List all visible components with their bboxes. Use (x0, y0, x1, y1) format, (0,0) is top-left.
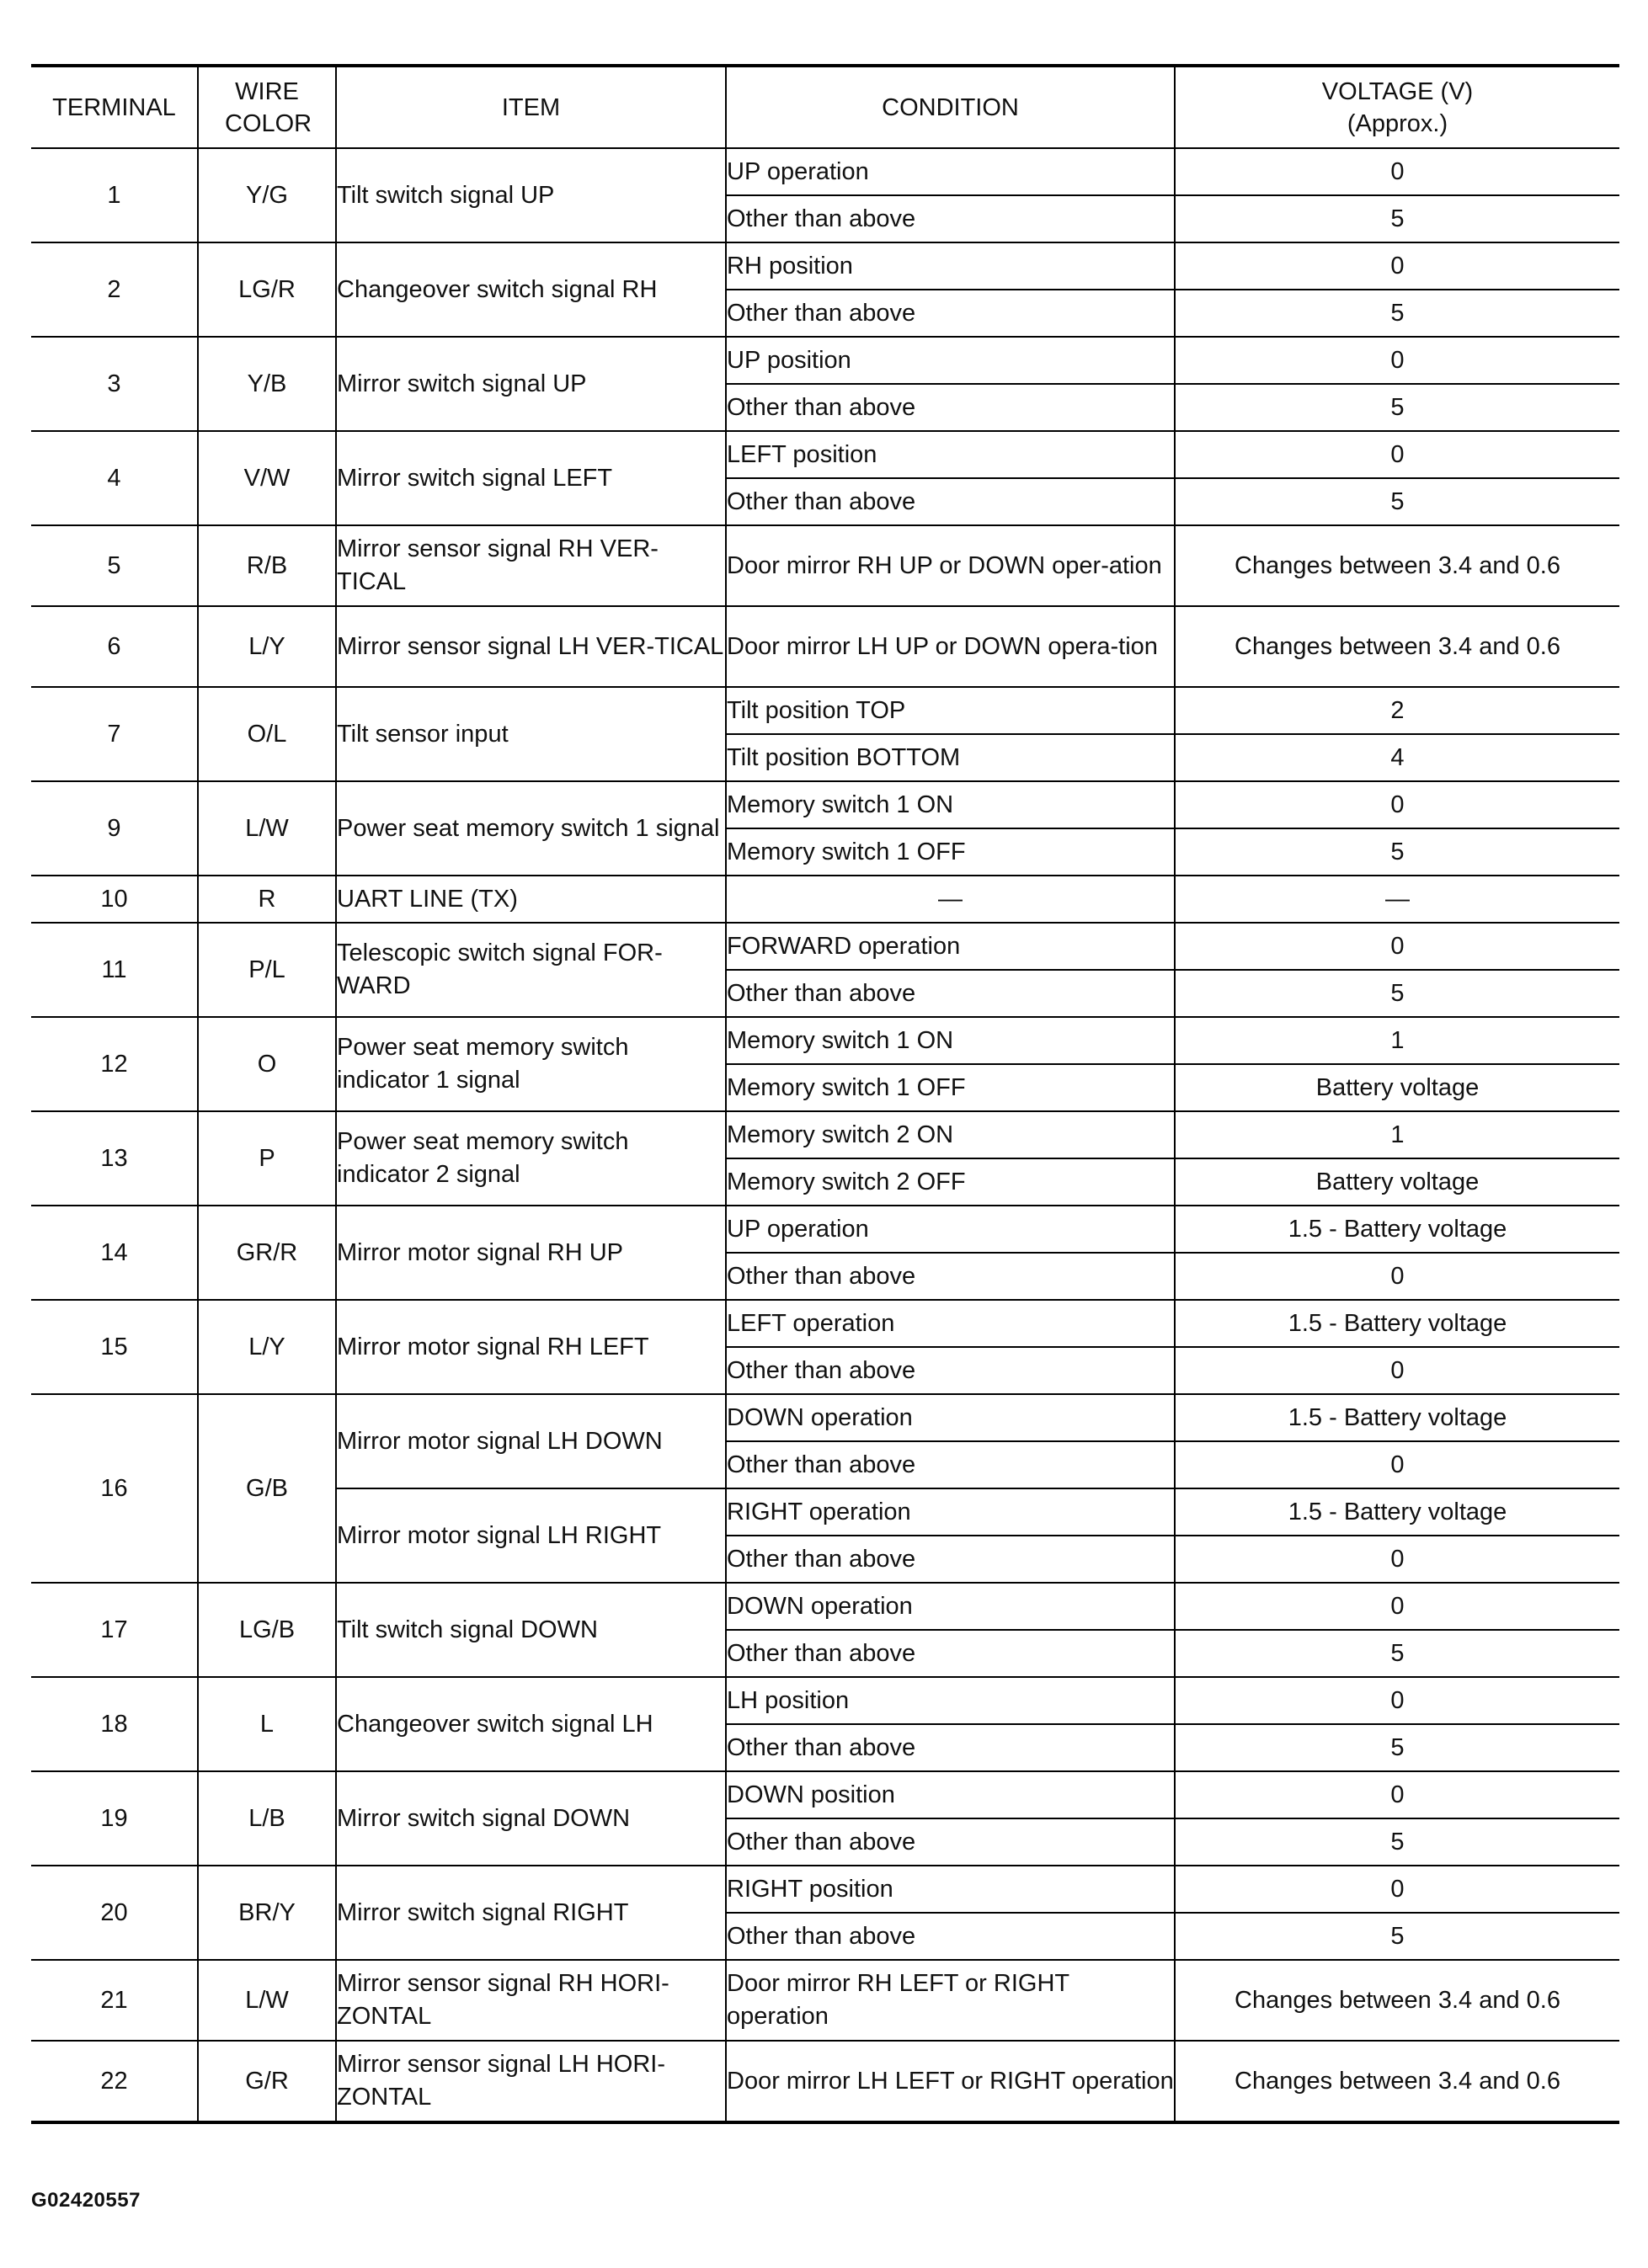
condition-cell: Other than above (726, 1347, 1175, 1394)
item-cell: Mirror motor signal LH DOWN (336, 1394, 726, 1488)
wire-color-cell: R (198, 876, 336, 923)
header-wire-color-label: WIRE COLOR (225, 77, 312, 137)
wire-color-cell: Y/G (198, 148, 336, 242)
wire-color-cell: L/W (198, 1960, 336, 2041)
condition-cell: Other than above (726, 1441, 1175, 1488)
condition-cell: DOWN operation (726, 1583, 1175, 1630)
table-row (31, 1111, 1619, 1158)
voltage-cell: 1.5 - Battery voltage (1175, 1394, 1619, 1441)
condition-cell: Other than above (726, 1724, 1175, 1771)
wire-color-cell: G/R (198, 2041, 336, 2122)
voltage-cell: 4 (1175, 734, 1619, 781)
terminal-cell: 11 (31, 923, 198, 1017)
table-row (31, 431, 1619, 478)
voltage-cell: 1.5 - Battery voltage (1175, 1488, 1619, 1536)
voltage-cell: 5 (1175, 970, 1619, 1017)
terminal-cell: 22 (31, 2041, 198, 2122)
voltage-cell: 0 (1175, 1866, 1619, 1913)
table-row (31, 876, 1619, 923)
terminal-cell: 6 (31, 606, 198, 687)
table-row (31, 1017, 1619, 1064)
terminal-cell: 17 (31, 1583, 198, 1677)
condition-cell: UP operation (726, 148, 1175, 195)
item-cell: Mirror switch signal LEFT (336, 431, 726, 525)
table-row (31, 1960, 1619, 2041)
voltage-cell: 0 (1175, 781, 1619, 828)
header-wire-color (198, 66, 336, 148)
header-condition: CONDITION (726, 66, 1175, 148)
header-row (31, 66, 1619, 148)
voltage-cell: 5 (1175, 478, 1619, 525)
header-voltage-approx: (Approx.) (1347, 109, 1448, 137)
terminal-cell: 15 (31, 1300, 198, 1394)
table-row (31, 606, 1619, 687)
table-body (31, 148, 1619, 2122)
condition-cell: Memory switch 1 ON (726, 1017, 1175, 1064)
voltage-cell: — (1175, 876, 1619, 923)
table-row (31, 1206, 1619, 1253)
voltage-cell: Changes between 3.4 and 0.6 (1175, 606, 1619, 687)
terminal-cell: 4 (31, 431, 198, 525)
wire-color-cell: V/W (198, 431, 336, 525)
table-row (31, 1677, 1619, 1724)
condition-cell: DOWN position (726, 1771, 1175, 1818)
table-header (31, 66, 1619, 148)
condition-cell: Door mirror RH UP or DOWN oper-ation (726, 525, 1175, 606)
condition-cell: Other than above (726, 478, 1175, 525)
table-row (31, 148, 1619, 195)
condition-cell: Memory switch 2 OFF (726, 1158, 1175, 1206)
condition-cell: Other than above (726, 1253, 1175, 1300)
voltage-cell: 5 (1175, 290, 1619, 337)
item-cell: Power seat memory switch indicator 1 signal (336, 1017, 726, 1111)
voltage-cell: 0 (1175, 1347, 1619, 1394)
voltage-cell: Changes between 3.4 and 0.6 (1175, 2041, 1619, 2122)
voltage-cell: Changes between 3.4 and 0.6 (1175, 525, 1619, 606)
condition-cell: Door mirror LH LEFT or RIGHT operation (726, 2041, 1175, 2122)
table-row (31, 781, 1619, 828)
condition-cell: LH position (726, 1677, 1175, 1724)
condition-cell: LEFT position (726, 431, 1175, 478)
item-cell: Power seat memory switch 1 signal (336, 781, 726, 876)
terminal-cell: 3 (31, 337, 198, 431)
item-cell: Telescopic switch signal FOR-WARD (336, 923, 726, 1017)
header-item: ITEM (336, 66, 726, 148)
condition-cell: UP position (726, 337, 1175, 384)
condition-cell: Other than above (726, 1536, 1175, 1583)
table-row (31, 2041, 1619, 2122)
condition-cell: Other than above (726, 290, 1175, 337)
wire-color-cell: P/L (198, 923, 336, 1017)
voltage-cell: 0 (1175, 923, 1619, 970)
item-cell: Mirror switch signal DOWN (336, 1771, 726, 1866)
item-cell: Power seat memory switch indicator 2 signal (336, 1111, 726, 1206)
condition-cell: RIGHT operation (726, 1488, 1175, 1536)
condition-cell: Memory switch 1 OFF (726, 828, 1175, 876)
item-cell: Tilt switch signal DOWN (336, 1583, 726, 1677)
condition-cell: RH position (726, 242, 1175, 290)
table-row (31, 687, 1619, 734)
condition-cell: LEFT operation (726, 1300, 1175, 1347)
terminal-cell: 19 (31, 1771, 198, 1866)
header-voltage-label: VOLTAGE (V) (1321, 77, 1474, 105)
terminal-cell: 5 (31, 525, 198, 606)
voltage-cell: 1.5 - Battery voltage (1175, 1206, 1619, 1253)
terminal-cell: 18 (31, 1677, 198, 1771)
header-voltage (1175, 66, 1619, 148)
voltage-cell: 0 (1175, 242, 1619, 290)
terminal-cell: 20 (31, 1866, 198, 1960)
item-cell: Tilt sensor input (336, 687, 726, 781)
voltage-cell: 5 (1175, 384, 1619, 431)
item-cell: UART LINE (TX) (336, 876, 726, 923)
voltage-cell: 0 (1175, 1583, 1619, 1630)
terminal-cell: 21 (31, 1960, 198, 2041)
voltage-cell: 0 (1175, 431, 1619, 478)
voltage-cell: 5 (1175, 1818, 1619, 1866)
condition-cell: DOWN operation (726, 1394, 1175, 1441)
voltage-cell: 0 (1175, 337, 1619, 384)
item-cell: Mirror sensor signal RH VER-TICAL (336, 525, 726, 606)
wire-color-cell: P (198, 1111, 336, 1206)
header-terminal: TERMINAL (31, 66, 198, 148)
condition-cell: — (726, 876, 1175, 923)
wire-color-cell: GR/R (198, 1206, 336, 1300)
item-cell: Mirror motor signal RH UP (336, 1206, 726, 1300)
condition-cell: FORWARD operation (726, 923, 1175, 970)
item-cell: Mirror motor signal LH RIGHT (336, 1488, 726, 1583)
terminal-cell: 13 (31, 1111, 198, 1206)
wire-color-cell: R/B (198, 525, 336, 606)
voltage-cell: 0 (1175, 1677, 1619, 1724)
condition-cell: RIGHT position (726, 1866, 1175, 1913)
table-row (31, 337, 1619, 384)
condition-cell: Memory switch 1 ON (726, 781, 1175, 828)
wire-color-cell: L/B (198, 1771, 336, 1866)
condition-cell: UP operation (726, 1206, 1175, 1253)
terminal-cell: 10 (31, 876, 198, 923)
item-cell: Mirror sensor signal LH HORI-ZONTAL (336, 2041, 726, 2122)
voltage-cell: Battery voltage (1175, 1064, 1619, 1111)
voltage-cell: 1.5 - Battery voltage (1175, 1300, 1619, 1347)
figure-code: G02420557 (31, 2189, 141, 2212)
wire-color-cell: LG/R (198, 242, 336, 337)
voltage-cell: 1 (1175, 1017, 1619, 1064)
voltage-cell: Changes between 3.4 and 0.6 (1175, 1960, 1619, 2041)
condition-cell: Other than above (726, 1630, 1175, 1677)
condition-cell: Other than above (726, 195, 1175, 242)
voltage-cell: Battery voltage (1175, 1158, 1619, 1206)
condition-cell: Tilt position TOP (726, 687, 1175, 734)
item-cell: Mirror motor signal RH LEFT (336, 1300, 726, 1394)
table-row (31, 1300, 1619, 1347)
table-row (31, 242, 1619, 290)
voltage-cell: 2 (1175, 687, 1619, 734)
wire-color-cell: LG/B (198, 1583, 336, 1677)
voltage-cell: 5 (1175, 1913, 1619, 1960)
wire-color-cell: G/B (198, 1394, 336, 1583)
table-row (31, 1394, 1619, 1441)
condition-cell: Other than above (726, 384, 1175, 431)
condition-cell: Other than above (726, 1818, 1175, 1866)
table-row (31, 923, 1619, 970)
item-cell: Mirror sensor signal LH VER-TICAL (336, 606, 726, 687)
condition-cell: Memory switch 2 ON (726, 1111, 1175, 1158)
condition-cell: Door mirror RH LEFT or RIGHT operation (726, 1960, 1175, 2041)
voltage-cell: 0 (1175, 1253, 1619, 1300)
terminal-cell: 2 (31, 242, 198, 337)
condition-cell: Other than above (726, 970, 1175, 1017)
terminal-cell: 14 (31, 1206, 198, 1300)
wire-color-cell: L/W (198, 781, 336, 876)
voltage-cell: 5 (1175, 1630, 1619, 1677)
wire-color-cell: L/Y (198, 1300, 336, 1394)
voltage-cell: 5 (1175, 195, 1619, 242)
table-row (31, 525, 1619, 606)
wire-color-cell: L (198, 1677, 336, 1771)
voltage-cell: 0 (1175, 1441, 1619, 1488)
table-row (31, 1771, 1619, 1818)
wire-color-cell: O/L (198, 687, 336, 781)
condition-cell: Memory switch 1 OFF (726, 1064, 1175, 1111)
wire-color-cell: O (198, 1017, 336, 1111)
voltage-cell: 0 (1175, 1536, 1619, 1583)
wire-color-cell: Y/B (198, 337, 336, 431)
terminal-cell: 1 (31, 148, 198, 242)
condition-cell: Tilt position BOTTOM (726, 734, 1175, 781)
terminal-table (31, 64, 1619, 2124)
voltage-cell: 5 (1175, 1724, 1619, 1771)
terminal-cell: 12 (31, 1017, 198, 1111)
terminal-cell: 16 (31, 1394, 198, 1583)
condition-cell: Other than above (726, 1913, 1175, 1960)
item-cell: Tilt switch signal UP (336, 148, 726, 242)
item-cell: Changeover switch signal LH (336, 1677, 726, 1771)
terminal-cell: 7 (31, 687, 198, 781)
condition-cell: Door mirror LH UP or DOWN opera-tion (726, 606, 1175, 687)
item-cell: Mirror switch signal RIGHT (336, 1866, 726, 1960)
voltage-cell: 0 (1175, 1771, 1619, 1818)
table-row (31, 1866, 1619, 1913)
item-cell: Mirror sensor signal RH HORI-ZONTAL (336, 1960, 726, 2041)
voltage-cell: 1 (1175, 1111, 1619, 1158)
table-row (31, 1583, 1619, 1630)
terminal-cell: 9 (31, 781, 198, 876)
voltage-cell: 0 (1175, 148, 1619, 195)
item-cell: Changeover switch signal RH (336, 242, 726, 337)
wire-color-cell: L/Y (198, 606, 336, 687)
item-cell: Mirror switch signal UP (336, 337, 726, 431)
wire-color-cell: BR/Y (198, 1866, 336, 1960)
voltage-cell: 5 (1175, 828, 1619, 876)
